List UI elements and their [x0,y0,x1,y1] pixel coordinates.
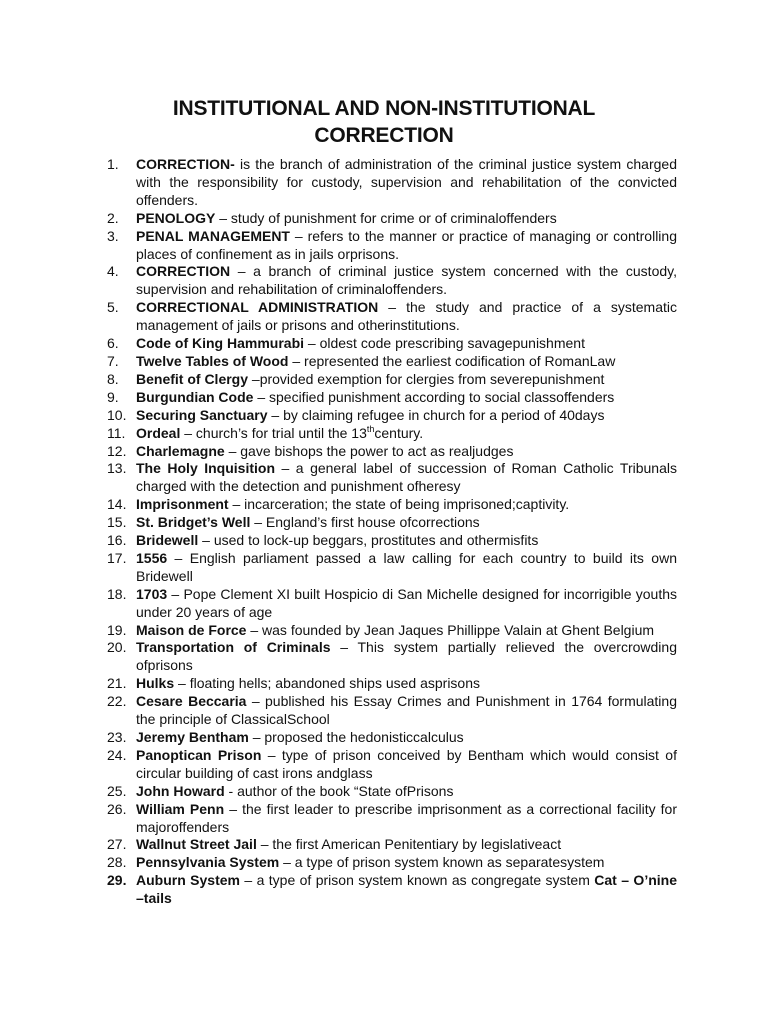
item-definition: – type of prison conceived by Bentham which would consist of circular building of cast irons andglass [136,746,677,781]
item-term: John Howard [136,782,225,799]
item-number: 15. [107,514,127,531]
list-item [107,747,677,783]
item-definition-continued: century. [374,424,424,441]
list-item [107,389,677,407]
item-term: Auburn System [136,872,240,889]
item-definition: - author of the book “State ofPrisons [224,782,454,799]
item-number: 22. [107,693,127,710]
item-term: PENOLOGY [136,209,216,226]
list-item [107,693,677,729]
item-number: 2. [107,209,119,226]
item-definition: – church’s for trial until the 13 [180,424,367,441]
item-number: 16. [107,532,127,549]
item-number: 18. [107,585,127,602]
list-item [107,872,677,908]
item-term: Charlemagne [136,442,225,459]
item-number: 29. [107,872,127,889]
list-item [107,836,677,854]
item-term: Code of King Hammurabi [136,335,305,352]
item-term: Transportation of Criminals [136,639,331,656]
item-number: 20. [107,639,127,656]
list-item [107,586,677,622]
item-term: The Holy Inquisition [136,460,275,477]
list-item [107,783,677,801]
item-number: 28. [107,854,127,871]
item-term: 1556 [136,549,168,566]
item-definition: – the first American Penitentiary by legislativeact [256,836,562,853]
list-item [107,801,677,837]
item-term: Benefit of Clergy [136,370,249,387]
item-number: 1. [107,156,119,172]
item-definition: – a type of prison system known as separatesystem [279,854,605,871]
item-number: 19. [107,621,127,638]
item-definition: – by claiming refugee in church for a period of 40days [267,406,605,423]
item-definition: – the first leader to prescribe imprisonment as a correctional facility for majoroffenders [136,800,677,835]
item-term: Twelve Tables of Wood [136,352,289,369]
item-definition: – represented the earliest codification of RomanLaw [288,352,616,369]
item-definition: – a general label of succession of Roman Catholic Tribunals charged with the detection and punishment ofheresy [136,460,677,495]
list-item [107,729,677,747]
list-item [107,407,677,425]
item-definition: – used to lock-up beggars, prostitutes and othermisfits [198,532,539,549]
item-number: 12. [107,442,127,459]
item-definition: – specified punishment according to social classoffenders [253,388,615,405]
list-item [107,639,677,675]
list-item [107,854,677,872]
item-number: 14. [107,496,127,513]
item-definition: – was founded by Jean Jaques Phillippe Valain at Ghent Belgium [246,621,655,638]
item-definition: – a type of prison system known as congregate system [239,872,595,889]
item-term: St. Bridget’s Well [136,514,251,531]
list-item [107,496,677,514]
item-term-secondary: Cat – O’nine –tails [136,872,677,907]
title-line-1: INSTITUTIONAL AND NON-INSTITUTIONAL [172,97,596,120]
item-number: 5. [107,299,119,316]
item-number: 26. [107,800,127,817]
item-definition: – incarceration; the state of being imprisoned;captivity. [228,496,570,513]
terms-list [107,156,677,908]
item-definition: – English parliament passed a law calling for each country to build its own Bridewell [136,549,677,584]
item-term: CORRECTION- [136,156,235,172]
item-definition: – refers to the manner or practice of managing or controlling places of confinement as in jails orprisons. [136,227,677,262]
item-definition: – Pope Clement XI built Hospicio di San Michelle designed for incorrigible youths under 20 years of age [136,585,677,620]
item-term: CORRECTIONAL ADMINISTRATION [136,299,379,316]
item-term: Jeremy Bentham [136,729,249,745]
list-item [107,550,677,586]
item-definition: – published his Essay Crimes and Punishment in 1764 formulating the principle of ClassicalSchool [136,693,677,728]
list-item [107,425,677,443]
item-term: Securing Sanctuary [136,406,268,423]
item-definition: – study of punishment for crime or of criminaloffenders [215,209,557,226]
list-item [107,156,677,210]
list-item [107,460,677,496]
item-term: Cesare Beccaria [136,693,247,710]
list-item [107,210,677,228]
list-item [107,335,677,353]
item-term: Hulks [136,675,175,692]
item-number: 9. [107,388,119,405]
document-title [0,95,768,149]
item-definition: – oldest code prescribing savagepunishment [304,335,585,352]
item-number: 13. [107,460,127,477]
list-item [107,263,677,299]
item-definition: is the branch of administration of the criminal justice system charged with the responsibility for custody, supervision and rehabilitation of the convicted offenders. [136,156,677,208]
list-item [107,622,677,640]
item-term: Pennsylvania System [136,854,280,871]
item-definition: – a branch of criminal justice system concerned with the custody, supervision and rehabilitation of criminaloffenders. [136,263,677,298]
item-definition: –provided exemption for clergies from severepunishment [248,370,605,387]
item-number: 4. [107,263,119,280]
item-superscript: th [366,423,375,434]
item-definition: – proposed the hedonisticcalculus [248,729,464,745]
item-term: Maison de Force [136,621,247,638]
list-item [107,228,677,264]
item-number: 17. [107,549,127,566]
list-item [107,371,677,389]
item-term: Wallnut Street Jail [136,836,257,853]
title-line-2: CORRECTION [314,124,454,147]
list-item [107,299,677,335]
list-item [107,443,677,461]
item-definition: – gave bishops the power to act as realjudges [224,442,514,459]
item-definition: – floating hells; abandoned ships used asprisons [174,675,480,692]
item-number: 7. [107,352,119,369]
item-definition: – England’s first house ofcorrections [250,514,480,531]
item-number: 6. [107,335,119,352]
item-definition: – the study and practice of a systematic management of jails or prisons and otherinstitutions. [136,299,677,334]
item-term: Bridewell [136,532,199,549]
item-term: 1703 [136,585,168,602]
item-term: William Penn [136,800,225,817]
item-term: Ordeal [136,424,181,441]
item-term: CORRECTION [136,263,231,280]
item-term: PENAL MANAGEMENT [136,227,290,244]
item-number: 3. [107,227,119,244]
item-definition: – This system partially relieved the overcrowding ofprisons [136,639,677,674]
item-term: Imprisonment [136,496,229,513]
item-term: Panoptican Prison [136,746,262,763]
item-number: 8. [107,370,119,387]
list-item [107,514,677,532]
list-item [107,675,677,693]
item-number: 23. [107,729,127,745]
item-number: 21. [107,675,127,692]
list-item [107,532,677,550]
item-number: 10. [107,406,127,423]
item-number: 11. [107,424,126,441]
item-term: Burgundian Code [136,388,254,405]
item-number: 24. [107,746,127,763]
item-number: 27. [107,836,127,853]
list-item [107,353,677,371]
item-number: 25. [107,782,127,799]
